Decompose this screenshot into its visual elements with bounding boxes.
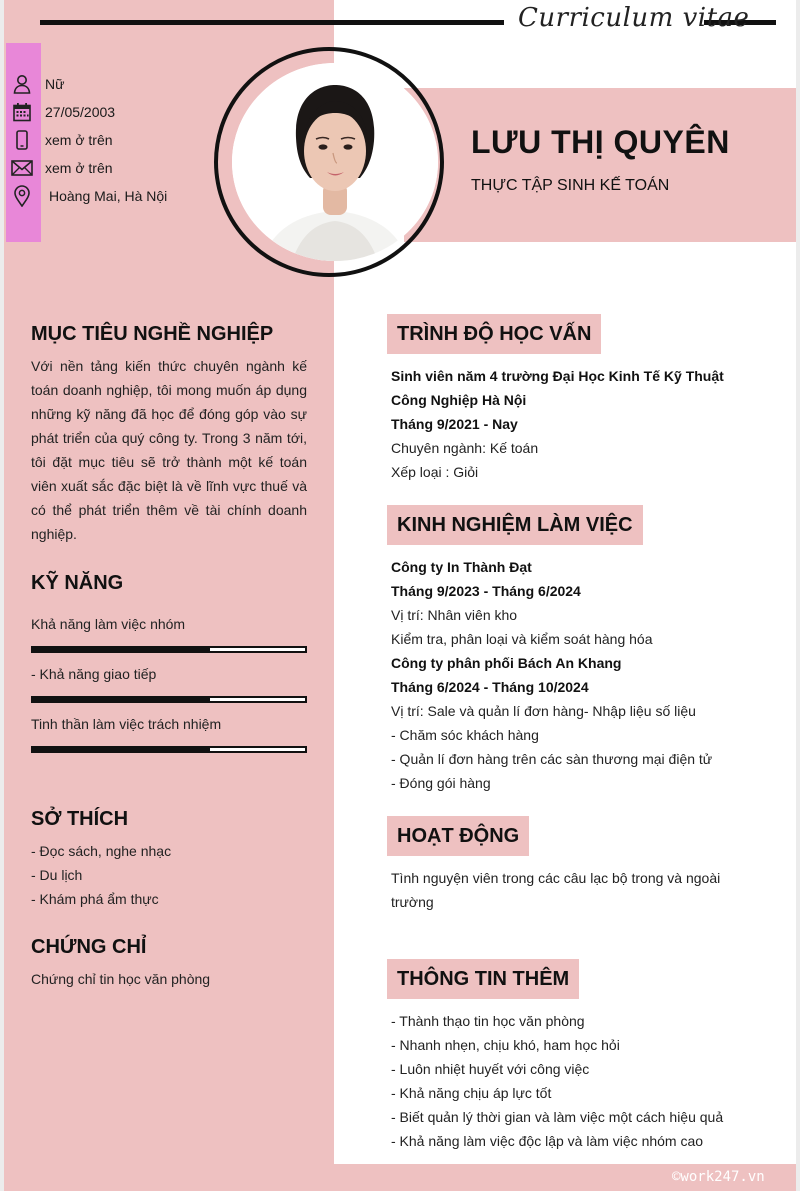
cv-title: Curriculum vitae [518, 3, 750, 33]
job-company: Công ty In Thành Đạt [391, 559, 532, 575]
extra-item: - Nhanh nhẹn, chịu khó, ham học hỏi [391, 1037, 620, 1053]
contact-text: xem ở trên [45, 132, 113, 148]
job-period: Tháng 6/2024 - Tháng 10/2024 [391, 679, 589, 695]
phone-icon [10, 128, 34, 152]
contact-phone [10, 127, 113, 153]
education-block [391, 364, 771, 484]
education-period: Tháng 9/2021 - Nay [391, 416, 518, 432]
skills-heading: KỸ NĂNG [31, 572, 124, 594]
skill-label: Khả năng làm việc nhóm [31, 616, 186, 632]
hobbies-list [31, 839, 171, 911]
job-line: - Quản lí đơn hàng trên các sàn thương mại điện tử [391, 751, 713, 767]
contact-text: Hoàng Mai, Hà Nội [49, 188, 168, 204]
job-period: Tháng 9/2023 - Tháng 6/2024 [391, 583, 581, 599]
job-line: Kiểm tra, phân loại và kiểm soát hàng hóa [391, 631, 653, 647]
skill-bar [31, 696, 307, 703]
mail-icon [10, 156, 34, 180]
job-line: - Chăm sóc khách hàng [391, 727, 539, 743]
contact-birthday [10, 99, 116, 125]
skill-item [31, 716, 307, 736]
skill-item [31, 666, 307, 686]
cv-page [4, 0, 796, 1191]
education-heading: TRÌNH ĐỘ HỌC VẤN [387, 314, 601, 354]
hobby-item: - Đọc sách, nghe nhạc [31, 843, 172, 859]
contact-text: Nữ [45, 76, 65, 92]
skill-bar-fill [33, 698, 210, 701]
location-pin-icon [10, 184, 34, 208]
extra-item: - Luôn nhiệt huyết với công việc [391, 1061, 590, 1077]
objective-text: Với nền tảng kiến thức chuyên ngành kế toán doanh nghiệp, tôi mong muốn áp dụng những kỹ năng đã học để đóng góp vào sự phát triển của quý công ty. Trong 3 năm tới, tôi đặt mục tiêu sẽ trở thành một kế toán viên xuất sắc đặc biệt là về lĩnh vực thuế và có thể phát triển thêm về tài chính doanh nghiệp. [31, 358, 307, 542]
skill-bar-fill [33, 748, 210, 751]
experience-heading: KINH NGHIỆM LÀM VIỆC [387, 505, 643, 545]
hobby-item: - Khám phá ẩm thực [31, 891, 159, 907]
skill-item [31, 616, 307, 636]
extra-item: - Biết quản lý thời gian và làm việc một cách hiệu quả [391, 1109, 724, 1125]
education-school: Sinh viên năm 4 trường Đại Học Kinh Tế Kỹ Thuật Công Nghiệp Hà Nội [391, 368, 724, 408]
top-rule-left [40, 20, 504, 25]
job-line: - Đóng gói hàng [391, 775, 491, 791]
candidate-name: LƯU THỊ QUYÊN [471, 124, 730, 160]
job-title: THỰC TẬP SINH KẾ TOÁN [471, 177, 670, 194]
hobby-item: - Du lịch [31, 867, 83, 883]
extra-item: - Khả năng chịu áp lực tốt [391, 1085, 552, 1101]
job-line: Vị trí: Sale và quản lí đơn hàng- Nhập liệu số liệu [391, 703, 696, 719]
extra-item: - Khả năng làm việc độc lập và làm việc nhóm cao [391, 1133, 704, 1149]
experience-block [391, 555, 771, 795]
skill-label: Tinh thần làm việc trách nhiệm [31, 716, 222, 732]
certificate-item: Chứng chỉ tin học văn phòng [31, 971, 211, 987]
contact-email [10, 155, 113, 181]
activities-text: Tình nguyện viên trong các câu lạc bộ trong và ngoài trường [391, 870, 721, 910]
hobbies-heading: SỞ THÍCH [31, 808, 129, 830]
certificates-list [31, 967, 210, 991]
contact-address [10, 183, 168, 209]
contact-text: xem ở trên [45, 160, 113, 176]
activities-heading: HOẠT ĐỘNG [387, 816, 529, 856]
contact-text: 27/05/2003 [45, 104, 116, 120]
objective-heading: MỤC TIÊU NGHỀ NGHIỆP [31, 323, 274, 345]
education-major: Chuyên ngành: Kế toán [391, 440, 539, 456]
profile-photo-portrait [232, 63, 438, 261]
extra-item: - Thành thạo tin học văn phòng [391, 1013, 585, 1029]
person-icon [10, 72, 34, 96]
education-rank: Xếp loại : Giỏi [391, 464, 479, 480]
header-band [404, 88, 796, 242]
watermark: ©work247.vn [672, 1169, 765, 1185]
skill-bar-fill [33, 648, 210, 651]
calendar-icon [10, 100, 34, 124]
certificates-heading: CHỨNG CHỈ [31, 936, 147, 958]
extra-info-heading: THÔNG TIN THÊM [387, 959, 579, 999]
skill-label: - Khả năng giao tiếp [31, 666, 157, 682]
contact-gender [10, 71, 65, 97]
profile-photo [232, 63, 438, 261]
skill-bar [31, 646, 307, 653]
skill-bar [31, 746, 307, 753]
job-line: Vị trí: Nhân viên kho [391, 607, 518, 623]
extra-info-list [391, 1009, 771, 1153]
job-company: Công ty phân phối Bách An Khang [391, 655, 622, 671]
